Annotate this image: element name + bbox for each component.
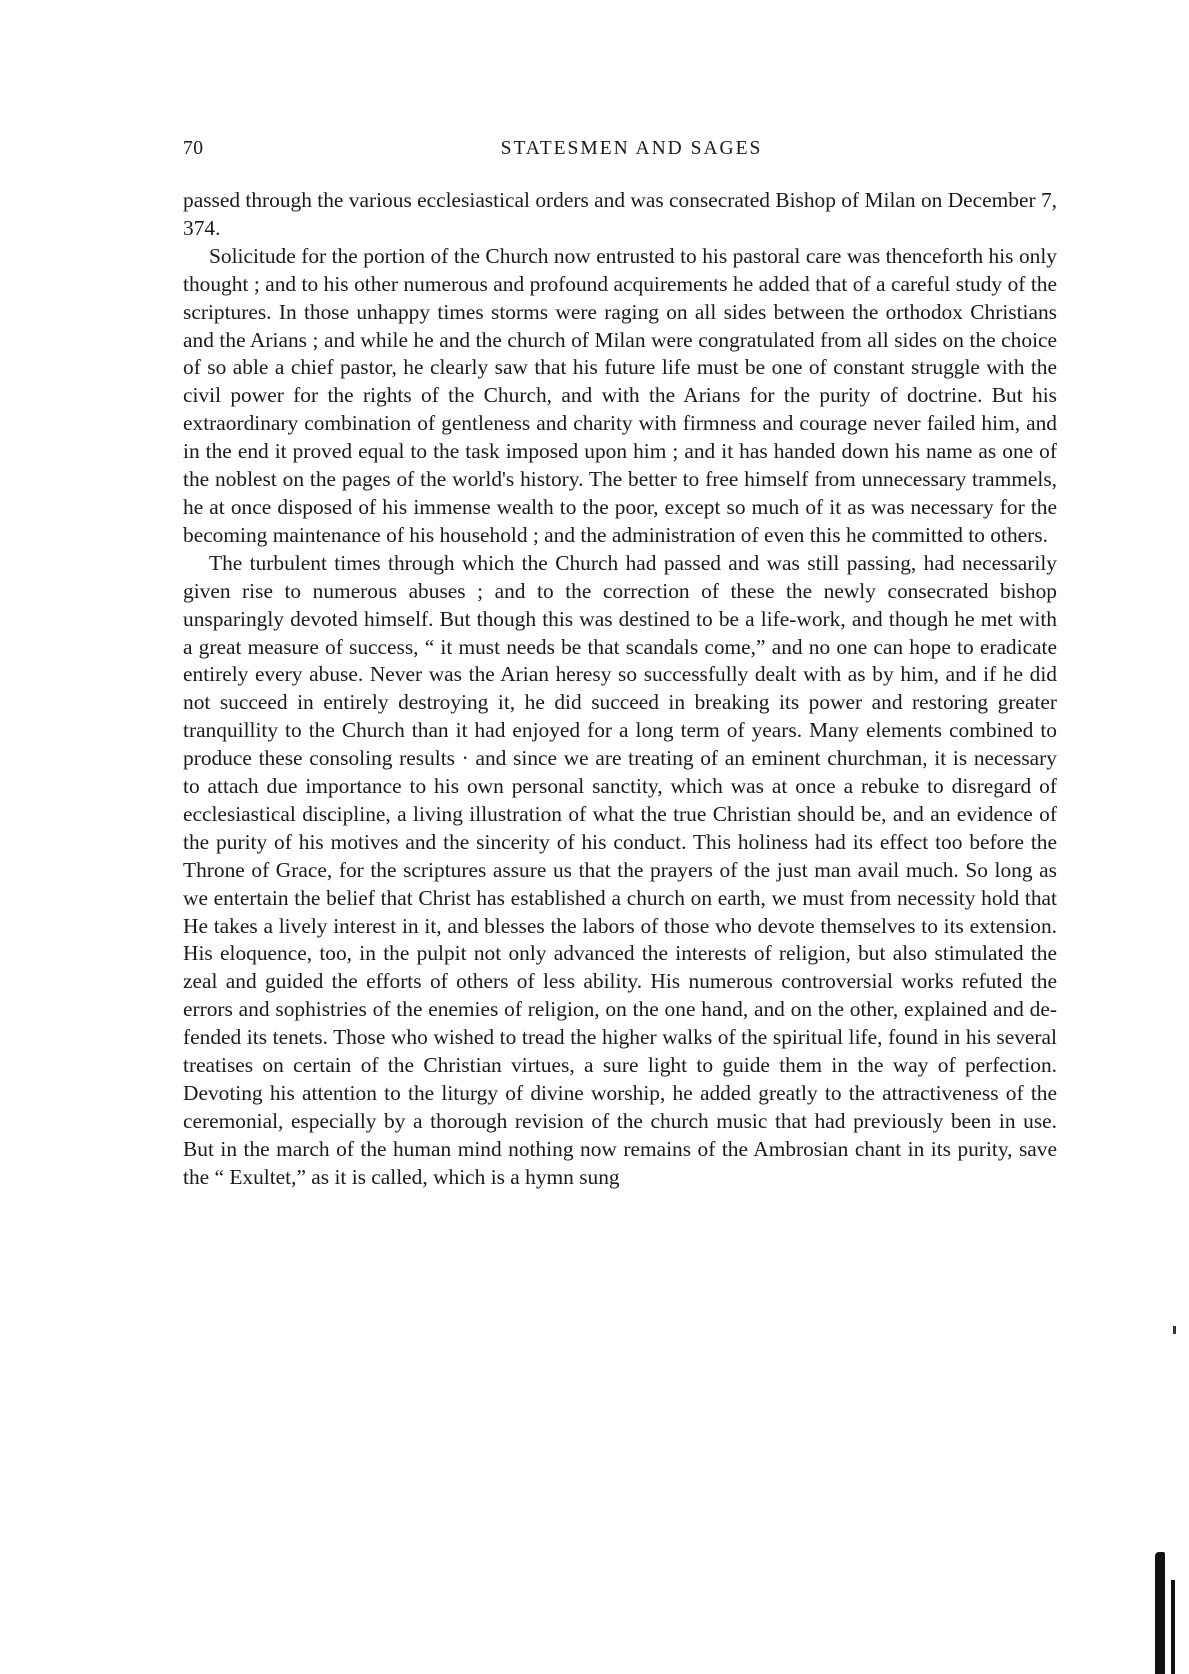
page-number: 70 [183, 138, 204, 159]
body-text [183, 187, 1057, 1192]
running-head [183, 138, 1056, 168]
scan-edge-mark [1173, 1326, 1176, 1334]
paragraph-turbulent-times: The turbulent times through which the Church had passed and was still passing, had necessarily given rise to numerous abuses ; and to the correction of these the newly consecrated bishop unsparingly devoted himself. But though this was destined to be a life-work, and though he met with a great measure of success, “ it must needs be that scandals come,” and no one can hope to eradicate entirely every abuse. Never was the Arian heresy so successfully dealt with as by him, and if he did not succeed in entirely destroying it, he did succeed in breaking its power and restoring greater tranquillity to the Church than it had enjoyed for a long term of years. Many elements combined to produce these consoling results · and since we are treating of an eminent churchman, it is necessary to attach due importance to his own personal sanctity, which was at once a rebuke to disregard of ecclesiastical discipline, a living illustration of what the true Christian should be, and an evidence of the purity of his motives and the sincerity of his conduct. This holiness had its effect too before the Throne of Grace, for the scriptures assure us that the prayers of the just man avail much. So long as we entertain the belief that Christ has established a church on earth, we must from necessity hold that He takes a lively interest in it, and blesses the labors of those who devote themselves to its extension. His eloquence, too, in the pulpit not only advanced the interests of religion, but also stimulated the zeal and guided the efforts of others of less ability. His numerous controversial works refuted the errors and sophistries of the enemies of religion, on the one hand, and on the other, explained and defended its tenets. Those who wished to tread the higher walks of the spiritual life, found in his several treatises on certain of the Christian virtues, a sure light to guide them in the way of perfection. Devoting his attention to the liturgy of divine worship, he added greatly to the attractiveness of the ceremonial, especially by a thorough revision of the church music that had previously been in use. But in the march of the human mind nothing now remains of the Ambrosian chant in its purity, save the “ Exultet,” as it is called, which is a hymn sung [183, 550, 1057, 1189]
paragraph-solicitude: Solicitude for the portion of the Church now entrusted to his pastoral care was thenceforth his only thought ; and to his other numerous and profound acquirements he added that of a careful study of the scriptures. In those unhappy times storms were raging on all sides between the orthodox Christians and the Arians ; and while he and the church of Milan were congratulated from all sides on the choice of so able a chief pastor, he clearly saw that his future life must be one of constant struggle with the civil power for the rights of the Church, and with the Arians for the purity of doctrine. But his extraordinary combination of gentleness and charity with firmness and courage never failed him, and in the end it proved equal to the task imposed upon him ; and it has handed down his name as one of the noblest on the pages of the world's history. The better to free himself from unnecessary trammels, he at once disposed of his immense wealth to the poor, except so much of it as was necessary for the becoming maintenance of his household ; and the administration of even this he committed to others. [183, 243, 1057, 547]
running-title: STATESMEN AND SAGES [500, 138, 763, 159]
scan-binding-mark [1155, 1552, 1165, 1674]
scan-binding-mark-secondary [1171, 1580, 1175, 1674]
paragraph-continued: passed through the various ecclesiastical orders and was consecrated Bishop of Milan on December 7, 374. [183, 188, 1057, 240]
